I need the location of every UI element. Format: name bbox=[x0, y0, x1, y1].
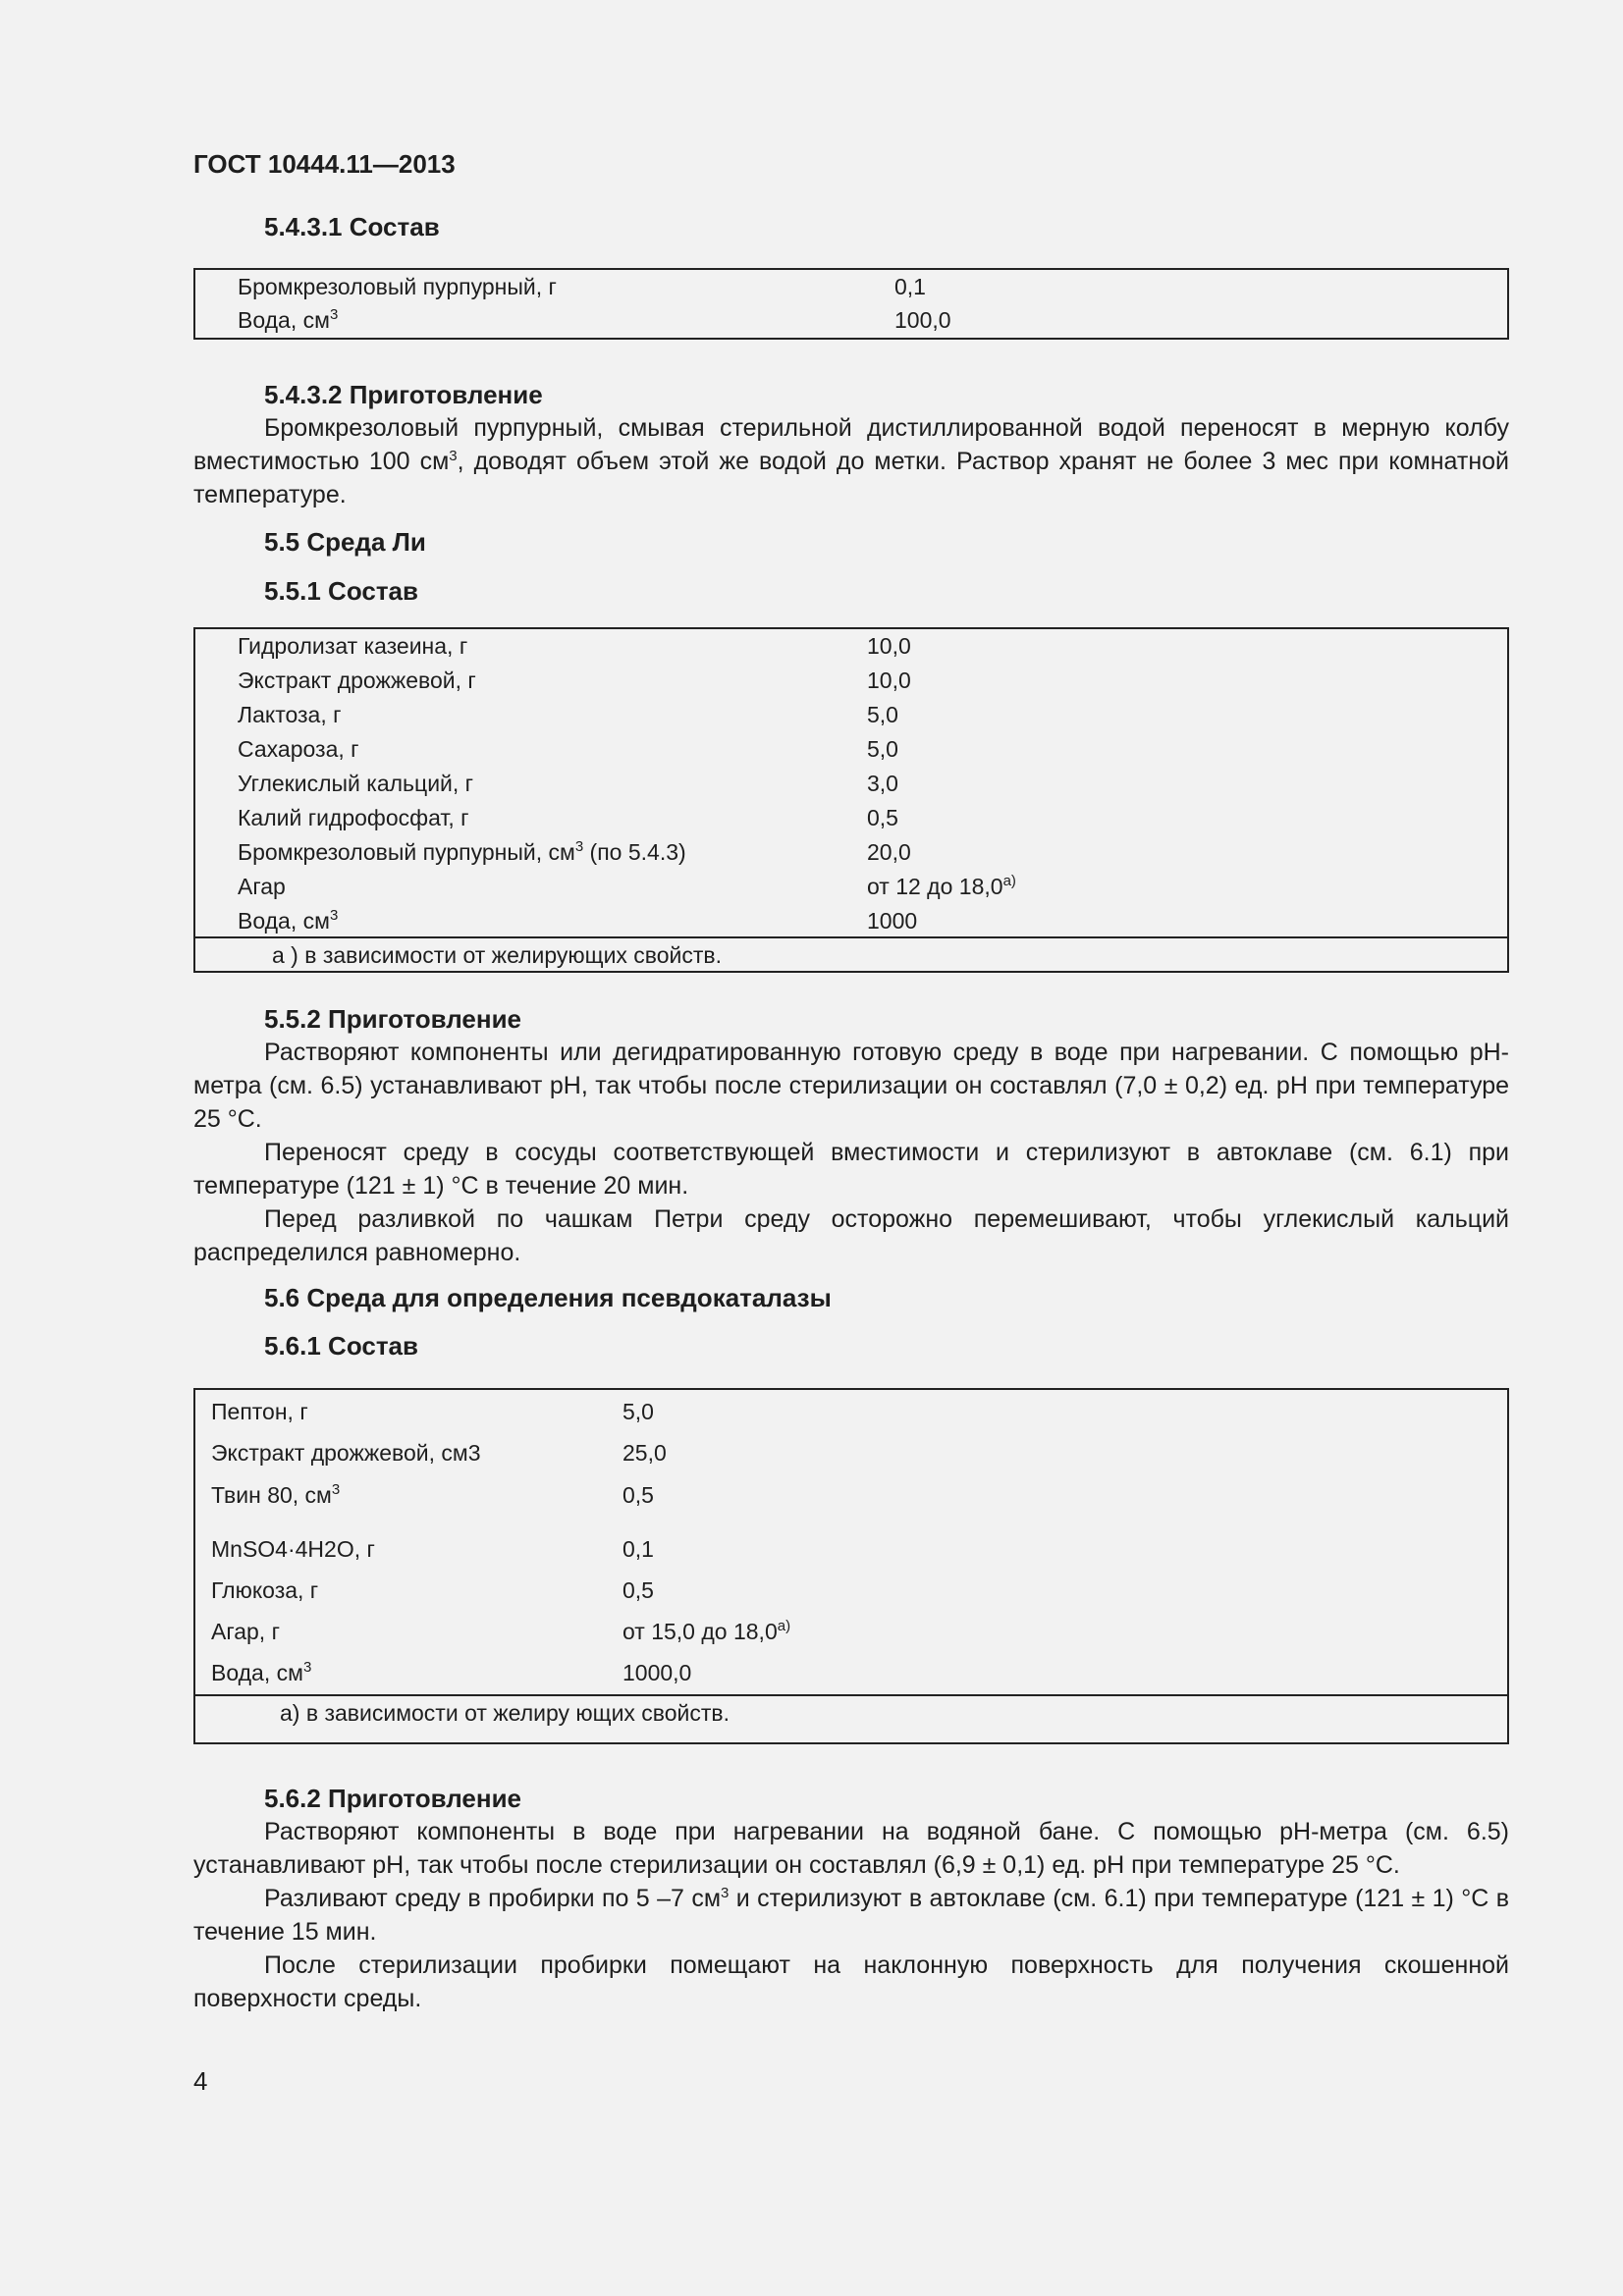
table-row: Пептон, г 5,0 bbox=[211, 1399, 654, 1424]
table-row: Лактоза, г 5,0 bbox=[238, 702, 898, 727]
table-row: Сахароза, г 5,0 bbox=[238, 736, 898, 762]
section-551-title: 5.5.1 Состав bbox=[264, 576, 419, 606]
composition-table-551 bbox=[193, 627, 1509, 973]
page-number: 4 bbox=[193, 2066, 208, 2096]
table-row: Гидролизат казеина, г 10,0 bbox=[238, 633, 911, 659]
section-552-text: Растворяют компоненты или дегидратированную готовую среду в воде при нагревании. С помощью pH-метра (см. 6.5) устанавливают pH, так чтобы после стерилизации он составлял (7,0 ± 0,2) ед. pH при температуре 25 °С. Переносят среду в сосуды соответствующей вместимости и стерилизуют в автоклаве (см. 6.1) при температуре (121 ± 1) °С в течение 20 мин. Перед разливкой по чашкам Петри среду осторожно перемешивают, чтобы углекислый кальций распределился равномерно. bbox=[193, 1039, 1509, 1266]
section-5432-text: Бромкрезоловый пурпурный, смывая стерильной дистиллированной водой переносят в мерную колбу вместимостью 100 $см^3$, доводят объем этой же водой до метки. Раствор хранят не более 3 мес при комнатной температуре. bbox=[193, 414, 1509, 508]
table-row: Вода, $см^3$ 1000 bbox=[238, 907, 918, 934]
section-5431-title: 5.4.3.1 Состав bbox=[264, 212, 440, 241]
section-562-title: 5.6.2 Приготовление bbox=[264, 1784, 522, 1813]
table-row: Вода, $см^3$ 1000,0 bbox=[211, 1659, 692, 1685]
row-value: 100,0 bbox=[894, 307, 951, 333]
table-row: Углекислый кальций, г 3,0 bbox=[238, 771, 898, 796]
section-562-text: Растворяют компоненты в воде при нагревании на водяной бане. С помощью pH-метра (см. 6.5) устанавливают pH, так чтобы после стерилизации он составлял (6,9 ± 0,1) ед. pH при температуре 25 °С. Разливают среду в пробирки по 5 –7 $см^3$ и стерилизуют в автоклаве (см. 6.1) при температуре (121 ± 1) °С в течение 15 мин. После стерилизации пробирки помещают на наклонную поверхность для получения скошенной поверхности среды. bbox=[193, 1818, 1510, 2012]
section-5432-title: 5.4.3.2 Приготовление bbox=[264, 380, 543, 409]
table-row: Твин 80, $см^3$ 0,5 bbox=[211, 1481, 654, 1508]
table-row: Агар от 12 до $18,0^{а)}$ bbox=[238, 873, 1016, 899]
table-footnote: а ) в зависимости от желирующих свойств. bbox=[195, 936, 1507, 971]
composition-table-561 bbox=[193, 1388, 1509, 1744]
section-561-title: 5.6.1 Состав bbox=[264, 1331, 419, 1361]
table-row: Бромкрезоловый пурпурный, $см^3$ (по 5.4.3) 20,0 bbox=[238, 838, 911, 865]
section-552-title: 5.5.2 Приготовление bbox=[264, 1004, 522, 1034]
table-row: Глюкоза, г 0,5 bbox=[211, 1577, 654, 1603]
row-name: Вода, $см^3$ bbox=[238, 306, 339, 333]
table-row: Калий гидрофосфат, г 0,5 bbox=[238, 805, 898, 830]
section-55-title: 5.5 Среда Ли bbox=[264, 527, 426, 557]
table-footnote: а) в зависимости от желиру ющих свойств. bbox=[195, 1694, 1507, 1742]
composition-table-5431 bbox=[193, 268, 1509, 340]
table-row bbox=[195, 303, 1507, 337]
row-name: Бромкрезоловый пурпурный, г bbox=[238, 274, 557, 299]
table-row: MnSO4·4H2O, г 0,1 bbox=[211, 1536, 654, 1562]
table-row: Экстракт дрожжевой, г 10,0 bbox=[238, 667, 911, 693]
document-header: ГОСТ 10444.11—2013 bbox=[193, 149, 456, 179]
table-row bbox=[195, 270, 1507, 303]
section-56-title: 5.6 Среда для определения псевдокаталазы bbox=[264, 1283, 832, 1312]
table-row: Агар, г от 15,0 до $18,0^{а)}$ bbox=[211, 1618, 791, 1644]
row-value: 0,1 bbox=[894, 274, 926, 299]
table-row: Экстракт дрожжевой, см3 25,0 bbox=[211, 1440, 667, 1466]
